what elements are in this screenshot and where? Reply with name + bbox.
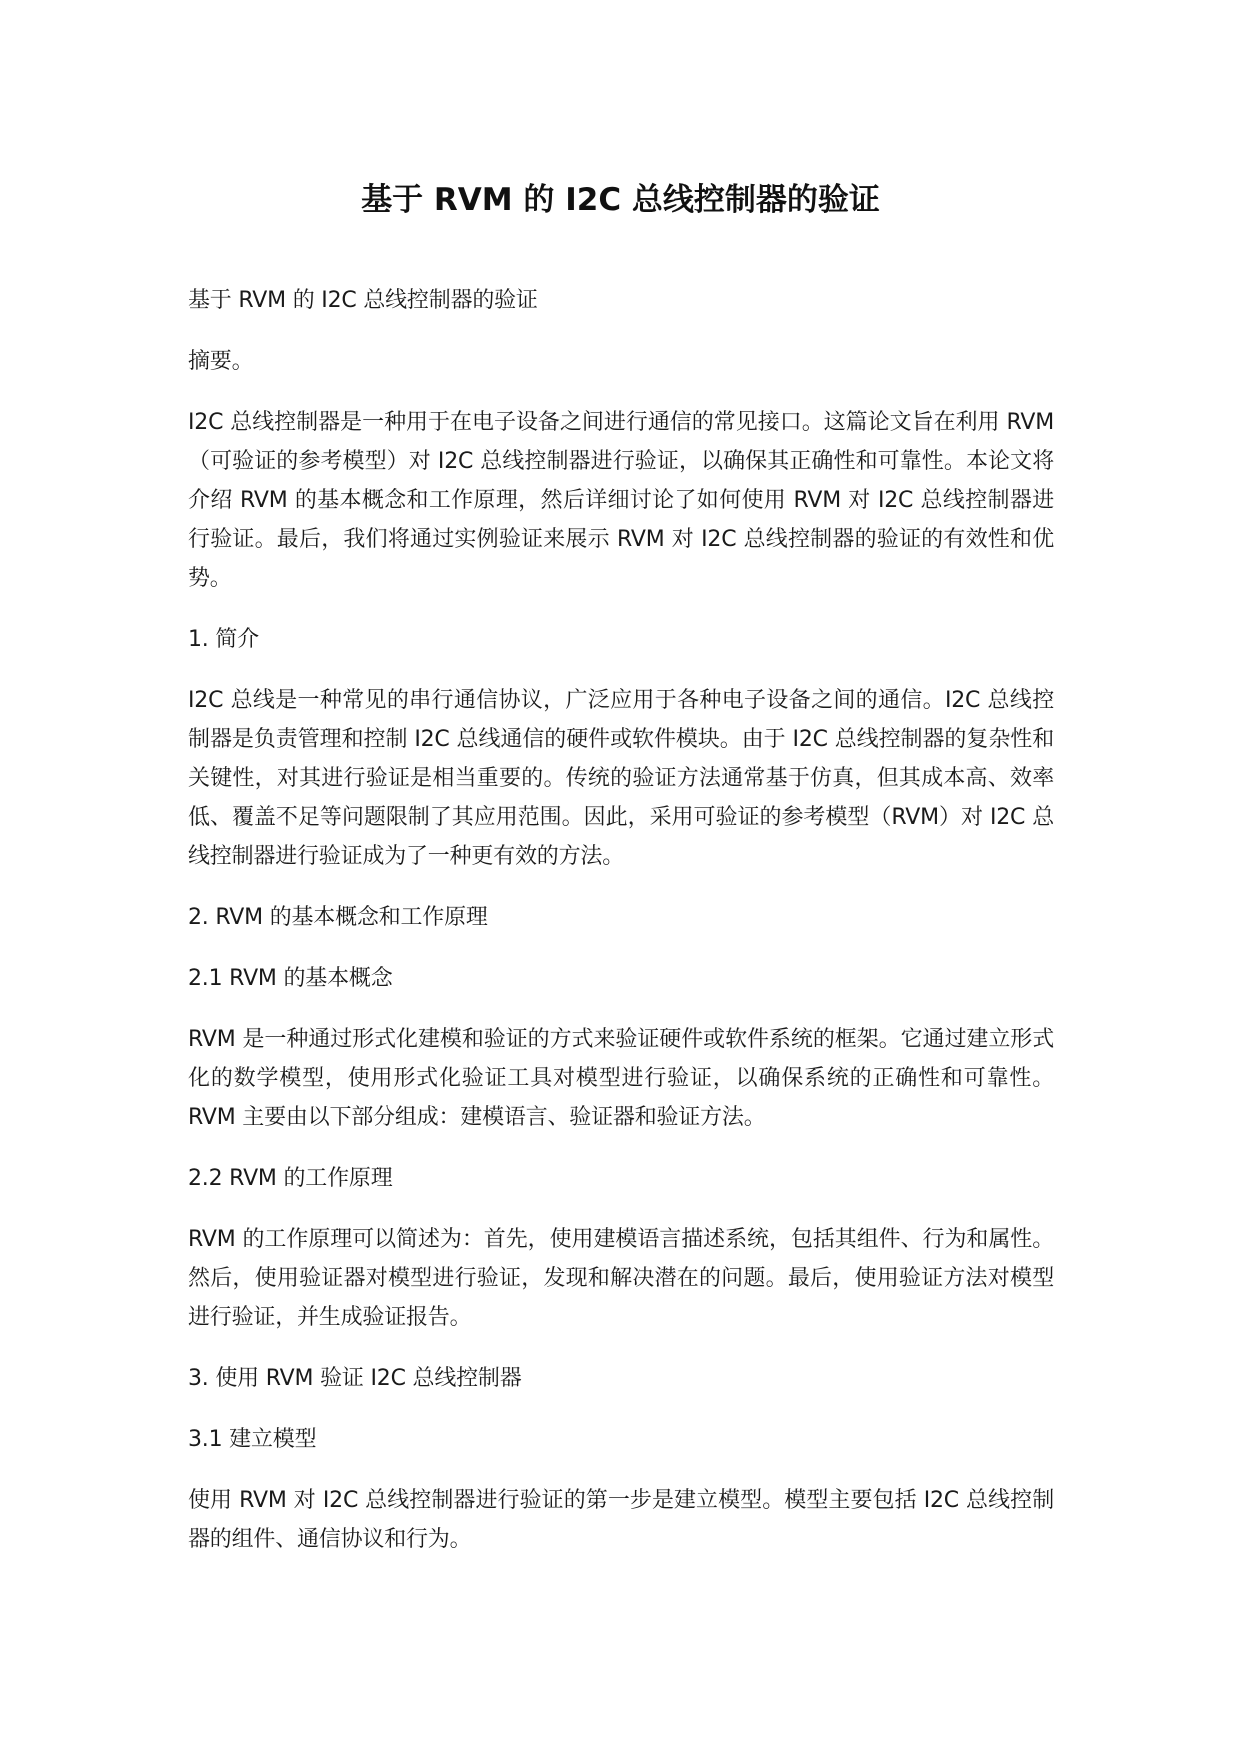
abstract-paragraph: I2C 总线控制器是一种用于在电子设备之间进行通信的常见接口。这篇论文旨在利用 RVM（可验证的参考模型）对 I2C 总线控制器进行验证，以确保其正确性和可靠性。本论文将介绍 RVM 的基本概念和工作原理，然后详细讨论了如何使用 RVM 对 I2C 总线控制器进行验证。最后，我们将通过实例验证来展示 RVM 对 I2C 总线控制器的验证的有效性和优势。 [188, 410, 1054, 591]
section-3-heading: 3. 使用 RVM 验证 I2C 总线控制器 [188, 1366, 522, 1391]
section-2-heading: 2. RVM 的基本概念和工作原理 [188, 905, 488, 930]
document-title: 基于 RVM 的 I2C 总线控制器的验证 [361, 182, 880, 218]
section-2-2-heading: 2.2 RVM 的工作原理 [188, 1166, 393, 1191]
section-1-paragraph: I2C 总线是一种常见的串行通信协议，广泛应用于各种电子设备之间的通信。I2C 总线控制器是负责管理和控制 I2C 总线通信的硬件或软件模块。由于 I2C 总线控制器的复杂性和关键性，对其进行验证是相当重要的。传统的验证方法通常基于仿真，但其成本高、效率低、覆盖不足等问题限制了其应用范围。因此，采用可验证的参考模型（RVM）对 I2C 总线控制器进行验证成为了一种更有效的方法。 [188, 688, 1054, 869]
section-2-1-paragraph: RVM 是一种通过形式化建模和验证的方式来验证硬件或软件系统的框架。它通过建立形式化的数学模型，使用形式化验证工具对模型进行验证，以确保系统的正确性和可靠性。RVM 主要由以下部分组成：建模语言、验证器和验证方法。 [188, 1027, 1054, 1130]
section-3-1-heading: 3.1 建立模型 [188, 1427, 317, 1452]
section-2-1-heading: 2.1 RVM 的基本概念 [188, 966, 393, 991]
section-3-1-paragraph: 使用 RVM 对 I2C 总线控制器进行验证的第一步是建立模型。模型主要包括 I2C 总线控制器的组件、通信协议和行为。 [188, 1488, 1054, 1552]
section-1-heading: 1. 简介 [188, 627, 259, 652]
subtitle-paragraph: 基于 RVM 的 I2C 总线控制器的验证 [188, 288, 538, 313]
section-2-2-paragraph: RVM 的工作原理可以简述为：首先，使用建模语言描述系统，包括其组件、行为和属性。然后，使用验证器对模型进行验证，发现和解决潜在的问题。最后，使用验证方法对模型进行验证，并生成验证报告。 [188, 1227, 1054, 1330]
abstract-heading: 摘要。 [188, 349, 254, 374]
document-body [188, 281, 1054, 1581]
